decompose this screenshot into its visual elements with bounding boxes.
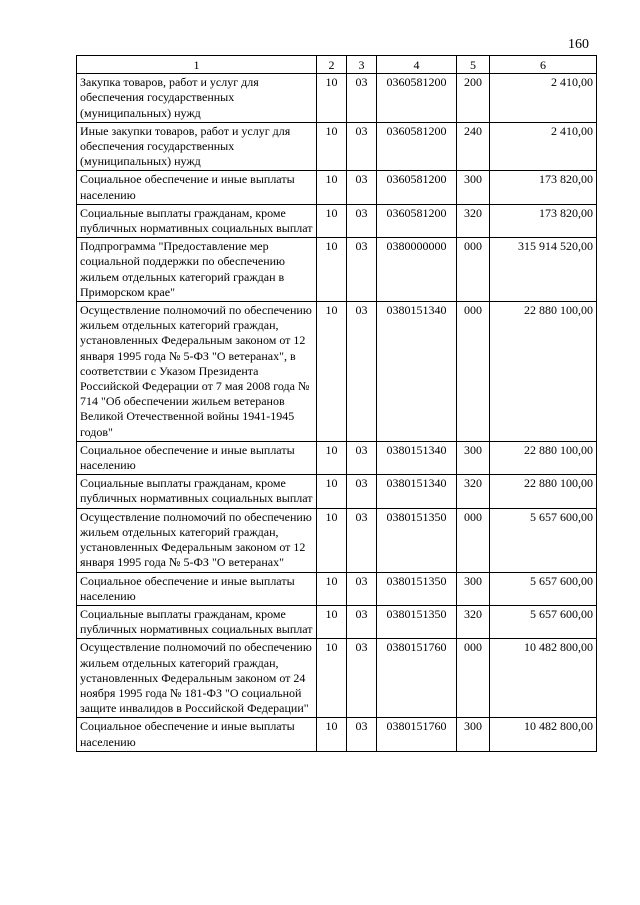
amount: 2 410,00: [490, 74, 597, 123]
subsection-code: 03: [347, 572, 377, 605]
item-name: Закупка товаров, работ и услуг для обеспечения государственных (муниципальных) нужд: [77, 74, 317, 123]
target-article-code: 0380000000: [377, 238, 457, 302]
subsection-code: 03: [347, 605, 377, 638]
section-code: 10: [317, 475, 347, 508]
item-name: Осуществление полномочий по обеспечению жильем отдельных категорий граждан, установленных Федеральным законом от 12 января 1995 года № 5-ФЗ "О ветеранах": [77, 508, 317, 572]
target-article-code: 0380151340: [377, 475, 457, 508]
target-article-code: 0380151340: [377, 441, 457, 474]
header-cell: 4: [377, 56, 457, 74]
subsection-code: 03: [347, 508, 377, 572]
section-code: 10: [317, 204, 347, 237]
table-row: [77, 639, 597, 718]
target-article-code: 0360581200: [377, 74, 457, 123]
amount: 10 482 800,00: [490, 639, 597, 718]
target-article-code: 0360581200: [377, 122, 457, 171]
section-code: 10: [317, 572, 347, 605]
expense-type-code: 300: [457, 572, 490, 605]
expense-type-code: 300: [457, 171, 490, 204]
table-row: [77, 74, 597, 123]
target-article-code: 0380151760: [377, 639, 457, 718]
table-row: [77, 605, 597, 638]
section-code: 10: [317, 508, 347, 572]
table-row: [77, 122, 597, 171]
amount: 5 657 600,00: [490, 572, 597, 605]
expense-type-code: 240: [457, 122, 490, 171]
table-body: [77, 74, 597, 752]
table-row: [77, 204, 597, 237]
section-code: 10: [317, 238, 347, 302]
expense-type-code: 000: [457, 639, 490, 718]
section-code: 10: [317, 718, 347, 751]
table-row: [77, 572, 597, 605]
header-cell: 2: [317, 56, 347, 74]
item-name: Социальные выплаты гражданам, кроме публичных нормативных социальных выплат: [77, 605, 317, 638]
subsection-code: 03: [347, 718, 377, 751]
item-name: Социальное обеспечение и иные выплаты населению: [77, 171, 317, 204]
amount: 315 914 520,00: [490, 238, 597, 302]
header-cell: 5: [457, 56, 490, 74]
subsection-code: 03: [347, 238, 377, 302]
subsection-code: 03: [347, 302, 377, 442]
header-row: [77, 56, 597, 74]
target-article-code: 0380151350: [377, 508, 457, 572]
section-code: 10: [317, 171, 347, 204]
target-article-code: 0380151340: [377, 302, 457, 442]
table-row: [77, 238, 597, 302]
item-name: Осуществление полномочий по обеспечению жильем отдельных категорий граждан, установленных Федеральным законом от 24 ноября 1995 года № 181-ФЗ "О социальной защите инвалидов в Российской Федерации": [77, 639, 317, 718]
target-article-code: 0360581200: [377, 204, 457, 237]
item-name: Подпрограмма "Предоставление мер социальной поддержки по обеспечению жильем отдельных категорий граждан в Приморском крае": [77, 238, 317, 302]
subsection-code: 03: [347, 122, 377, 171]
header-cell: 3: [347, 56, 377, 74]
expense-type-code: 320: [457, 475, 490, 508]
header-cell: 1: [77, 56, 317, 74]
item-name: Социальное обеспечение и иные выплаты населению: [77, 441, 317, 474]
subsection-code: 03: [347, 204, 377, 237]
expense-type-code: 000: [457, 238, 490, 302]
section-code: 10: [317, 302, 347, 442]
expense-type-code: 300: [457, 441, 490, 474]
subsection-code: 03: [347, 441, 377, 474]
page-number: 160: [568, 37, 589, 52]
amount: 22 880 100,00: [490, 475, 597, 508]
subsection-code: 03: [347, 171, 377, 204]
header-cell: 6: [490, 56, 597, 74]
table-row: [77, 441, 597, 474]
section-code: 10: [317, 74, 347, 123]
table-row: [77, 171, 597, 204]
table-row: [77, 718, 597, 751]
target-article-code: 0360581200: [377, 171, 457, 204]
item-name: Иные закупки товаров, работ и услуг для обеспечения государственных (муниципальных) нужд: [77, 122, 317, 171]
table-row: [77, 508, 597, 572]
amount: 2 410,00: [490, 122, 597, 171]
item-name: Социальные выплаты гражданам, кроме публичных нормативных социальных выплат: [77, 204, 317, 237]
subsection-code: 03: [347, 74, 377, 123]
amount: 173 820,00: [490, 204, 597, 237]
target-article-code: 0380151350: [377, 605, 457, 638]
amount: 22 880 100,00: [490, 441, 597, 474]
expense-type-code: 320: [457, 605, 490, 638]
expense-type-code: 300: [457, 718, 490, 751]
item-name: Осуществление полномочий по обеспечению жильем отдельных категорий граждан, установленных Федеральным законом от 12 января 1995 года № 5-ФЗ "О ветеранах", в соответствии с Указом Президента Российской Федерации от 7 мая 2008 года № 714 "Об обеспечении жильем ветеранов Великой Отечественной войны 1941-1945 годов": [77, 302, 317, 442]
budget-table: [76, 55, 597, 752]
table-row: [77, 302, 597, 442]
item-name: Социальное обеспечение и иные выплаты населению: [77, 718, 317, 751]
section-code: 10: [317, 122, 347, 171]
subsection-code: 03: [347, 475, 377, 508]
amount: 5 657 600,00: [490, 508, 597, 572]
expense-type-code: 200: [457, 74, 490, 123]
amount: 22 880 100,00: [490, 302, 597, 442]
section-code: 10: [317, 605, 347, 638]
expense-type-code: 000: [457, 302, 490, 442]
section-code: 10: [317, 639, 347, 718]
target-article-code: 0380151760: [377, 718, 457, 751]
section-code: 10: [317, 441, 347, 474]
table-row: [77, 475, 597, 508]
item-name: Социальные выплаты гражданам, кроме публичных нормативных социальных выплат: [77, 475, 317, 508]
amount: 10 482 800,00: [490, 718, 597, 751]
expense-type-code: 000: [457, 508, 490, 572]
amount: 5 657 600,00: [490, 605, 597, 638]
subsection-code: 03: [347, 639, 377, 718]
amount: 173 820,00: [490, 171, 597, 204]
target-article-code: 0380151350: [377, 572, 457, 605]
expense-type-code: 320: [457, 204, 490, 237]
item-name: Социальное обеспечение и иные выплаты населению: [77, 572, 317, 605]
